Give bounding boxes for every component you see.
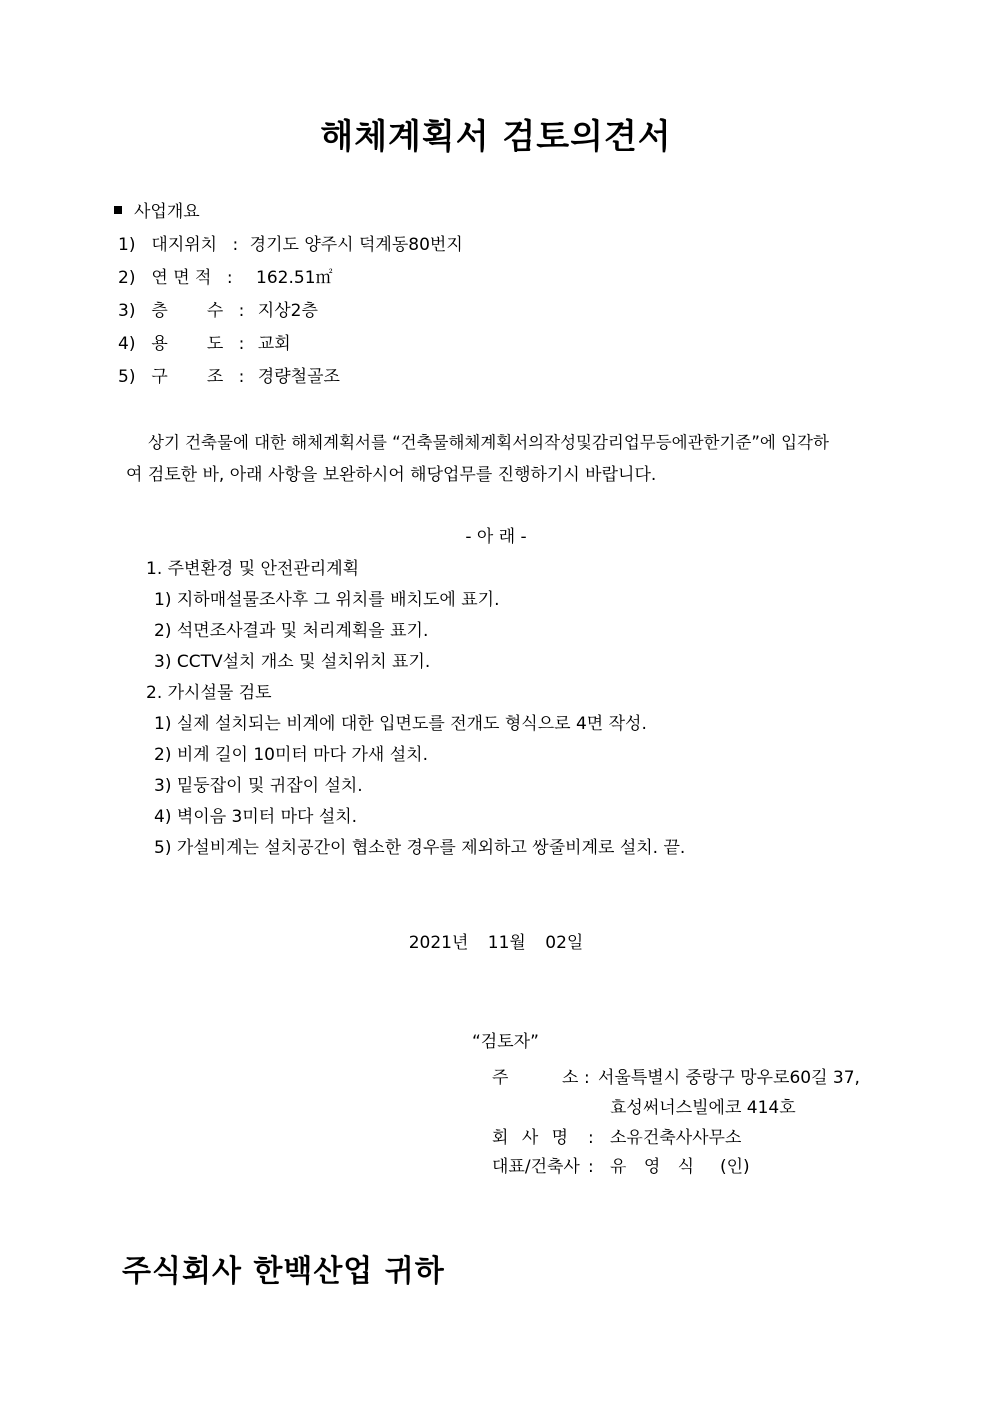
document-title: 해체계획서 검토의견서 xyxy=(320,117,672,157)
section-2-item: 3) 밑둥잡이 및 귀잡이 설치. xyxy=(154,776,363,796)
below-marker: - 아 래 - xyxy=(465,527,527,547)
section-2-item: 5) 가설비계는 설치공간이 협소한 경우를 제외하고 쌍줄비계로 설치. 끝. xyxy=(154,838,686,858)
reviewer-address: 주 소 : 서울특별시 중랑구 망우로60길 37, xyxy=(492,1068,860,1088)
section-1-item: 3) CCTV설치 개소 및 설치위치 표기. xyxy=(154,652,431,672)
closing-addressee: 주식회사 한백산업 귀하 xyxy=(122,1254,445,1289)
overview-item-site: 1) 대지위치 : 경기도 양주시 덕계동80번지 xyxy=(118,235,463,255)
overview-item-area: 2) 연 면 적 : 162.51㎡ xyxy=(118,268,333,288)
overview-item-floors: 3) 층 수 : 지상2층 xyxy=(118,301,318,321)
reviewer-company: 회 사 명 : 소유건축사사무소 xyxy=(492,1128,742,1148)
section-2-heading: 2. 가시설물 검토 xyxy=(146,683,272,703)
section-1-item: 1) 지하매설물조사후 그 위치를 배치도에 표기. xyxy=(154,590,500,610)
reviewer-heading: “검토자” xyxy=(472,1032,539,1052)
intro-line-1: 상기 건축물에 대한 해체계획서를 “건축물해체계획서의작성및감리업무등에관한기준”에 입각하 xyxy=(148,433,829,452)
square-bullet-icon xyxy=(114,206,122,214)
overview-item-use: 4) 용 도 : 교회 xyxy=(118,334,291,354)
section-1-heading: 1. 주변환경 및 안전관리계획 xyxy=(146,559,360,579)
section-2-item: 1) 실제 설치되는 비계에 대한 입면도를 전개도 형식으로 4면 작성. xyxy=(154,714,647,734)
intro-line-2: 여 검토한 바, 아래 사항을 보완하시어 해당업무를 진행하기시 바랍니다. xyxy=(126,465,657,485)
document-date: 2021년 11월 02일 xyxy=(408,933,584,953)
reviewer-representative: 대표/건축사 : 유 영 식 (인) xyxy=(492,1157,750,1177)
reviewer-address-line-2: 효성써너스빌에코 414호 xyxy=(610,1098,796,1118)
overview-item-structure: 5) 구 조 : 경량철골조 xyxy=(118,367,340,387)
seal-mark: (인) xyxy=(720,1157,750,1177)
section-1-item: 2) 석면조사결과 및 처리계획을 표기. xyxy=(154,621,429,641)
section-2-item: 2) 비계 길이 10미터 마다 가새 설치. xyxy=(154,745,428,765)
section-2-item: 4) 벽이음 3미터 마다 설치. xyxy=(154,807,358,827)
overview-heading: 사업개요 xyxy=(114,204,200,221)
